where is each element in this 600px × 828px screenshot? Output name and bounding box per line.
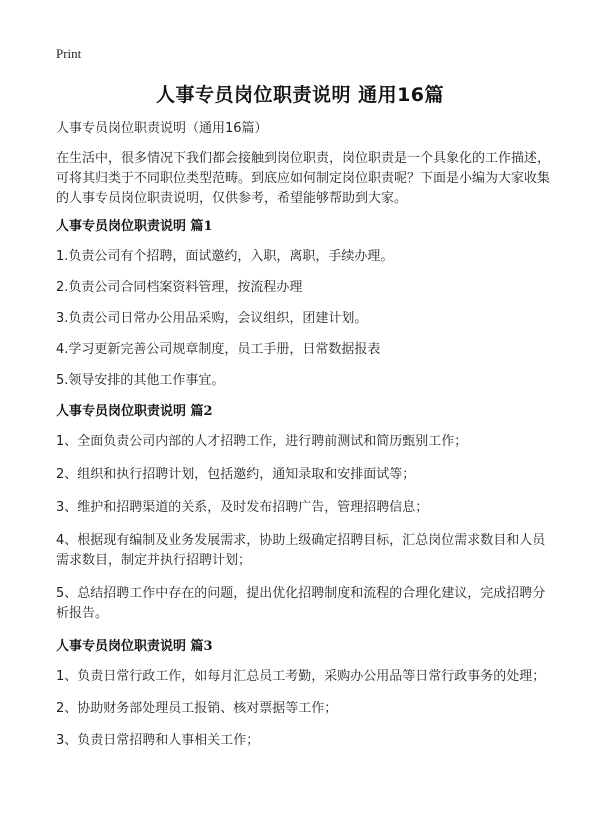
section-heading: 人事专员岗位职责说明 篇3 — [56, 639, 213, 654]
section-3 — [56, 637, 556, 751]
print-link[interactable]: Print — [56, 46, 82, 61]
list-item: 2、组织和执行招聘计划，包括邀约，通知录取和安排面试等； — [56, 467, 416, 482]
list-item: 5、总结招聘工作中存在的问题，提出优化招聘制度和流程的合理化建议，完成招聘分析报告。 — [56, 586, 546, 621]
list-item: 3、负责日常招聘和人事相关工作； — [56, 733, 260, 748]
list-item: 5.领导安排的其他工作事宜。 — [56, 373, 225, 388]
list-item: 3.负责公司日常办公用品采购，会议组织，团建计划。 — [56, 311, 368, 326]
section-1 — [56, 217, 556, 391]
list-item: 4.学习更新完善公司规章制度，员工手册，日常数据报表 — [56, 342, 381, 357]
list-item: 1、全面负责公司内部的人才招聘工作，进行聘前测试和简历甄别工作； — [56, 434, 468, 449]
list-item: 1、负责日常行政工作，如每月汇总员工考勤，采购办公用品等日常行政事务的处理； — [56, 669, 546, 684]
intro-paragraph: 在生活中，很多情况下我们都会接触到岗位职责，岗位职责是一个具象化的工作描述，可将其归类于不同职位类型范畴。到底应如何制定岗位职责呢？下面是小编为大家收集的人事专员岗位职责说明，仅供参考，希望能够帮助到大家。 — [56, 151, 551, 206]
list-item: 3、维护和招聘渠道的关系，及时发布招聘广告，管理招聘信息； — [56, 500, 429, 515]
section-heading: 人事专员岗位职责说明 篇2 — [56, 404, 213, 419]
list-item: 4、根据现有编制及业务发展需求，协助上级确定招聘目标，汇总岗位需求数目和人员需求数目，制定并执行招聘计划； — [56, 533, 546, 568]
section-heading: 人事专员岗位职责说明 篇1 — [56, 219, 213, 234]
document-subtitle: 人事专员岗位职责说明（通用16篇） — [56, 121, 268, 136]
list-item: 2.负责公司合同档案资料管理，按流程办理 — [56, 280, 303, 295]
list-item: 2、协助财务部处理员工报销、核对票据等工作； — [56, 701, 338, 716]
section-2 — [56, 402, 556, 624]
document-content — [56, 119, 556, 763]
document-title: 人事专员岗位职责说明 通用16篇 — [155, 84, 445, 106]
list-item: 1.负责公司有个招聘，面试邀约，入职，离职，手续办理。 — [56, 249, 394, 264]
